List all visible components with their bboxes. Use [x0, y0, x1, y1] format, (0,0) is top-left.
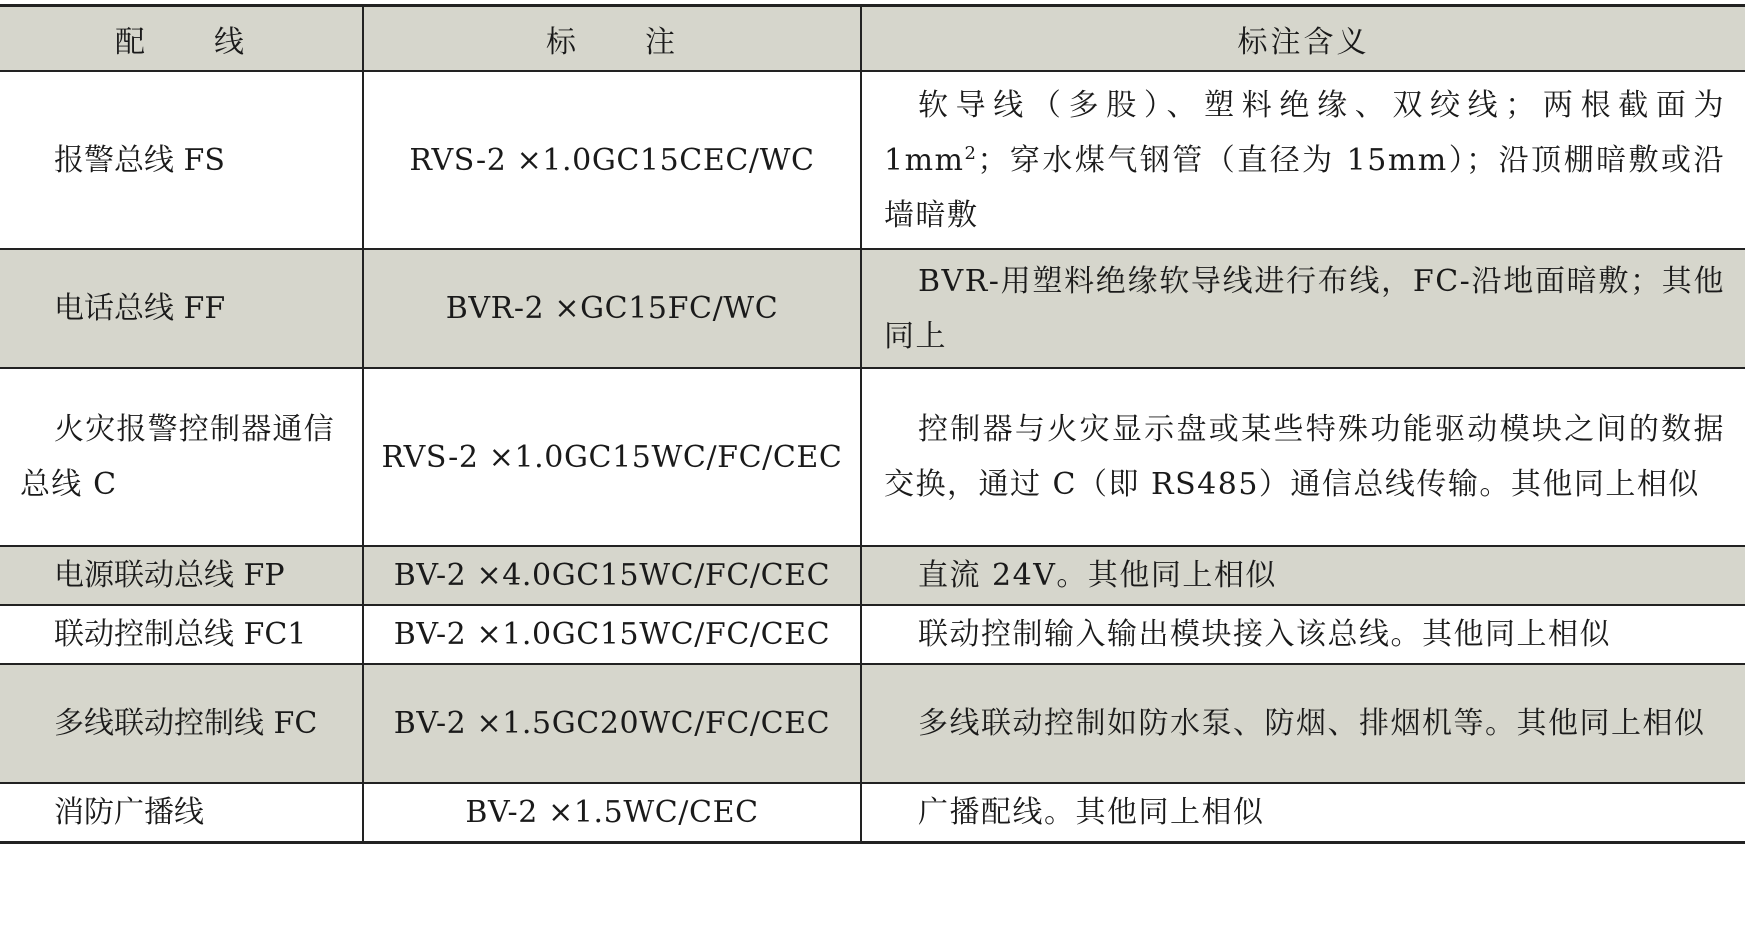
meaning-cell: 直流 24V。其他同上相似	[861, 546, 1745, 605]
marking-cell: BV-2 ×1.0GC15WC/FC/CEC	[363, 605, 861, 664]
header-wiring: 配 线	[0, 6, 363, 72]
table-row	[0, 546, 1745, 605]
table-row	[0, 783, 1745, 843]
table-row	[0, 605, 1745, 664]
wiring-cell: 报警总线 FS	[0, 71, 363, 249]
wiring-cell: 电话总线 FF	[0, 249, 363, 368]
wiring-cell: 电源联动总线 FP	[0, 546, 363, 605]
marking-cell: BV-2 ×1.5GC20WC/FC/CEC	[363, 664, 861, 783]
header-marking: 标 注	[363, 6, 861, 72]
superscript: 2	[964, 142, 978, 164]
wiring-cell: 消防广播线	[0, 783, 363, 843]
marking-cell: BVR-2 ×GC15FC/WC	[363, 249, 861, 368]
header-meaning: 标注含义	[861, 6, 1745, 72]
marking-cell: BV-2 ×4.0GC15WC/FC/CEC	[363, 546, 861, 605]
wiring-cell: 联动控制总线 FC1	[0, 605, 363, 664]
meaning-text-part: 软导线（多股）、塑料绝缘、双绞线；两根截面为 1mm	[884, 87, 1725, 178]
wiring-cell: 多线联动控制线 FC	[0, 664, 363, 783]
wiring-marking-table	[0, 4, 1745, 844]
table-row	[0, 71, 1745, 249]
marking-cell: RVS-2 ×1.0GC15WC/FC/CEC	[363, 368, 861, 546]
marking-cell: BV-2 ×1.5WC/CEC	[363, 783, 861, 843]
wiring-cell: 火灾报警控制器通信总线 C	[0, 368, 363, 546]
meaning-text-part: ；穿水煤气钢管（直径为 15mm）；沿顶棚暗敷或沿墙暗敷	[884, 142, 1725, 233]
meaning-cell	[861, 71, 1745, 249]
marking-cell: RVS-2 ×1.0GC15CEC/WC	[363, 71, 861, 249]
meaning-cell: 多线联动控制如防水泵、防烟、排烟机等。其他同上相似	[861, 664, 1745, 783]
meaning-cell: 控制器与火灾显示盘或某些特殊功能驱动模块之间的数据交换，通过 C（即 RS485）通信总线传输。其他同上相似	[861, 368, 1745, 546]
table-row	[0, 368, 1745, 546]
table-row	[0, 249, 1745, 368]
meaning-cell: 联动控制输入输出模块接入该总线。其他同上相似	[861, 605, 1745, 664]
meaning-cell: BVR-用塑料绝缘软导线进行布线，FC-沿地面暗敷；其他同上	[861, 249, 1745, 368]
header-row	[0, 6, 1745, 72]
table-row	[0, 664, 1745, 783]
meaning-cell: 广播配线。其他同上相似	[861, 783, 1745, 843]
